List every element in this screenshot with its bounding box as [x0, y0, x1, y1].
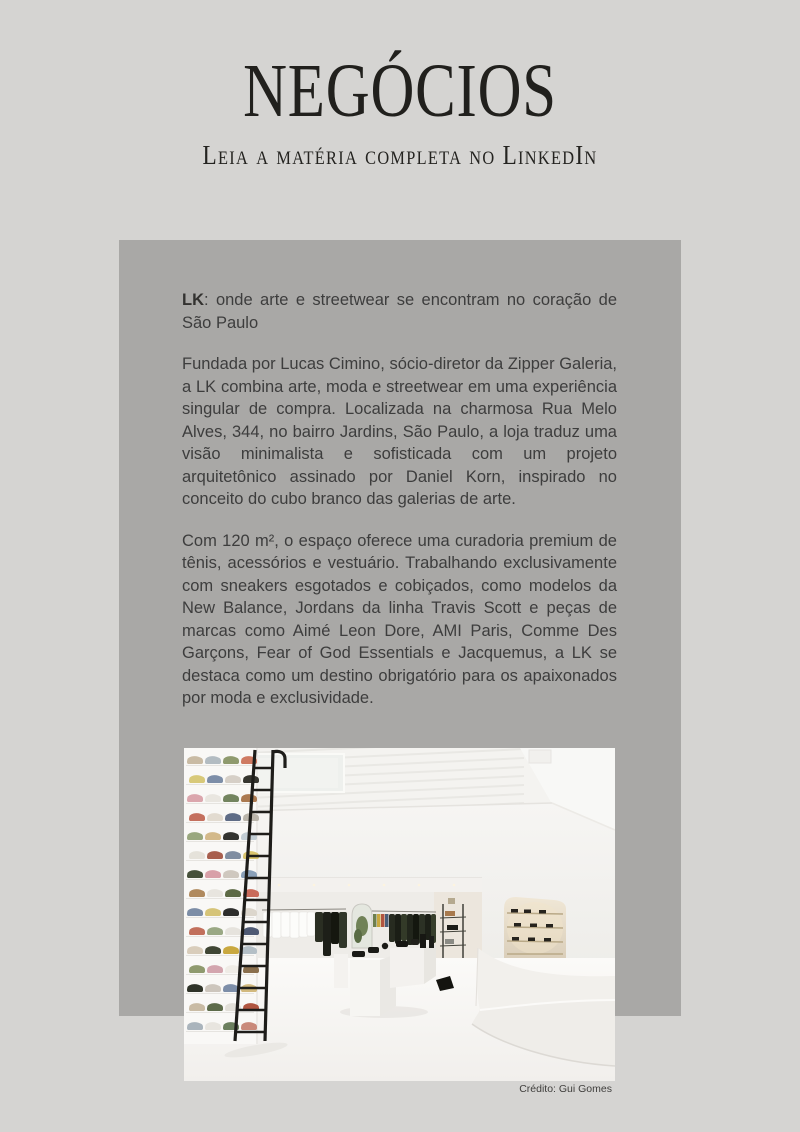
photo-credit: Crédito: Gui Gomes: [519, 1083, 612, 1095]
article-lead-text: : onde arte e streetwear se encontram no coração de São Paulo: [182, 291, 617, 332]
masthead: [0, 0, 800, 170]
article-paragraph-1: Fundada por Lucas Cimino, sócio-diretor da Zipper Galeria, a LK combina arte, moda e streetwear em uma experiência singular de compra. Localizada na charmosa Rua Melo Alves, 344, no bairro Jardins, São Paulo, a loja traduz uma visão minimalista e sofisticada com um projeto arquitetônico assinado por Daniel Korn, inspirado no conceito do cubo branco das galerias de arte.: [182, 355, 617, 508]
article-lead-brand: LK: [182, 291, 204, 309]
shelf-niche: [504, 897, 566, 963]
sneaker-wall: [184, 748, 259, 1044]
article-lead: [182, 289, 617, 334]
page-title: NEGÓCIOS: [243, 49, 557, 133]
arch-mirror: [352, 904, 372, 948]
store-photo-illustration: [184, 748, 615, 1081]
ceiling-vent: [529, 750, 551, 763]
page-subtitle: Leia a matéria completa no LinkedIn: [202, 140, 598, 170]
store-photo: [184, 748, 615, 1081]
article-paragraph-2: Com 120 m², o espaço oferece uma curadoria premium de tênis, acessórios e vestuário. Trabalhando exclusivamente com sneakers esgotados e cobiçados, como modelos da New Balance, Jordans da linha Travis Scott e peças de marcas como Aimé Leon Dore, AMI Paris, Comme Des Garçons, Fear of God Essentials e Jacquemus, a LK se destaca como um destino obrigatório para os apaixonados por moda e exclusividade.: [182, 531, 617, 707]
